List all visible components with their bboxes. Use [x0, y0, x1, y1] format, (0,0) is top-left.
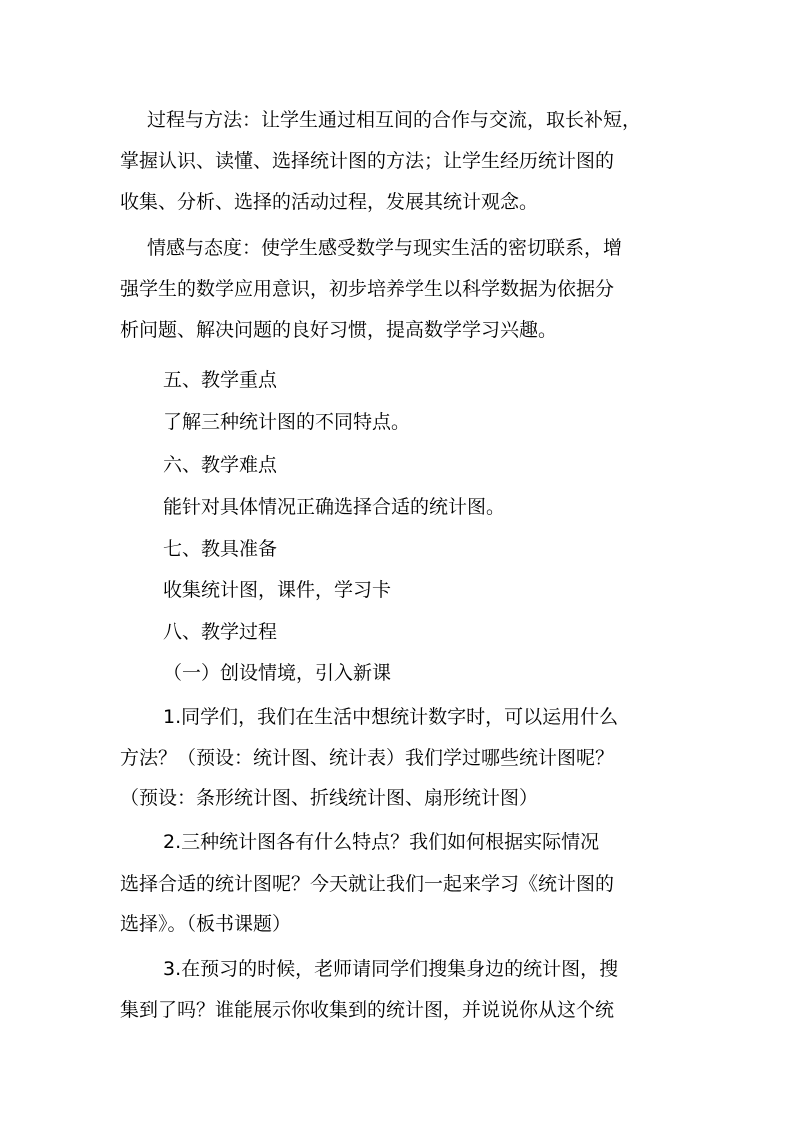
section-heading-teaching-aids: 七、教具准备 [163, 538, 278, 560]
item-1-line-1: 1.同学们，我们在生活中想统计数字时，可以运用什么 [163, 706, 619, 728]
section-heading-teaching-process: 八、教学过程 [163, 621, 278, 643]
item-2-line-2: 选择合适的统计图呢？今天就让我们一起来学习《统计图的 [120, 873, 615, 895]
paragraph-teaching-aids: 收集统计图，课件，学习卡 [163, 579, 392, 601]
item-2-line-3: 选择》。（板书课题） [120, 913, 292, 935]
paragraph-difficulties: 能针对具体情况正确选择合适的统计图。 [163, 496, 506, 518]
paragraph-emotion-attitude-line-1: 情感与态度：使学生感受数学与现实生活的密切联系，增 [147, 237, 623, 259]
section-heading-key-points: 五、教学重点 [163, 369, 278, 391]
paragraph-key-points: 了解三种统计图的不同特点。 [163, 411, 411, 433]
item-1-line-3: （预设：条形统计图、折线统计图、扇形统计图） [120, 787, 539, 809]
item-2-line-1: 2.三种统计图各有什么特点？我们如何根据实际情况 [163, 831, 600, 853]
paragraph-emotion-attitude-line-2: 强学生的数学应用意识，初步培养学生以科学数据为依据分 [120, 278, 615, 300]
item-3-line-2: 集到了吗？谁能展示你收集到的统计图，并说说你从这个统 [120, 999, 615, 1021]
paragraph-process-method-line-3: 收集、分析、选择的活动过程，发展其统计观念。 [120, 191, 539, 213]
subsection-heading-introduction: （一）创设情境，引入新课 [163, 662, 392, 684]
section-heading-difficulties: 六、教学难点 [163, 454, 278, 476]
paragraph-process-method-line-2: 掌握认识、读懂、选择统计图的方法；让学生经历统计图的 [120, 150, 615, 172]
paragraph-process-method-line-1: 过程与方法：让学生通过相互间的合作与交流，取长补短， [147, 109, 642, 131]
item-3-line-1: 3.在预习的时候，老师请同学们搜集身边的统计图，搜 [163, 958, 619, 980]
paragraph-emotion-attitude-line-3: 析问题、解决问题的良好习惯，提高数学学习兴趣。 [120, 319, 558, 341]
item-1-line-2: 方法？（预设：统计图、统计表）我们学过哪些统计图呢？ [120, 747, 615, 769]
